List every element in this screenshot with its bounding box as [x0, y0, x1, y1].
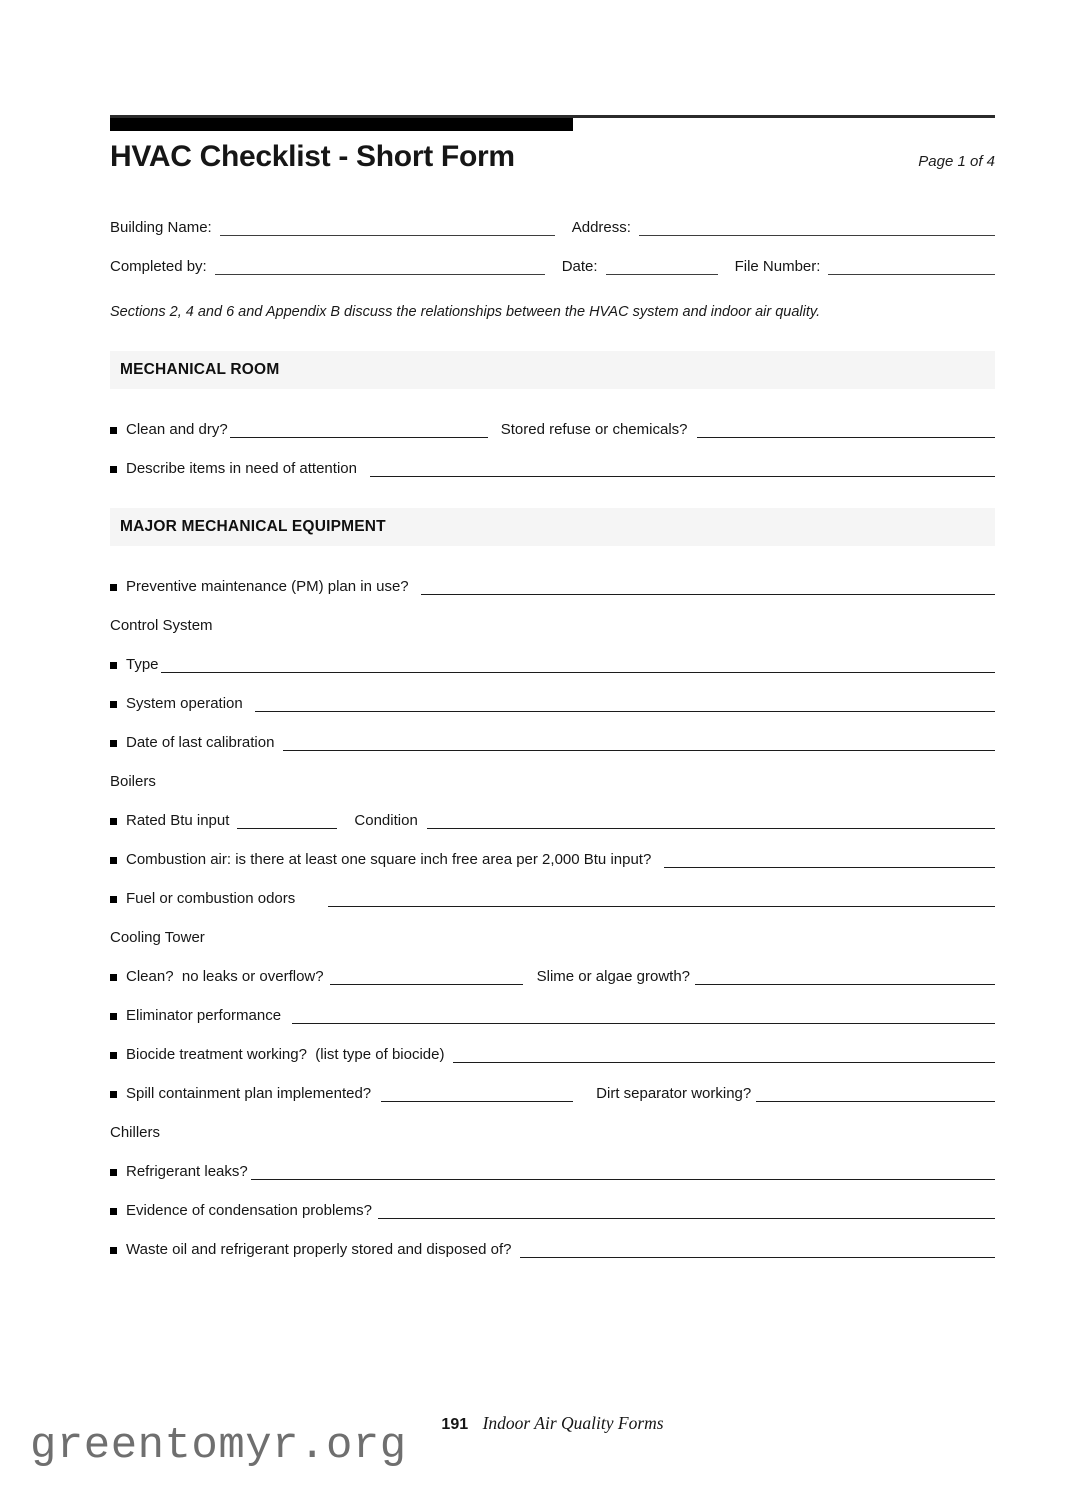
item-label: Preventive maintenance (PM) plan in use? [126, 577, 409, 595]
completed-by-label: Completed by: [110, 257, 207, 275]
checklist-item [110, 809, 995, 829]
checklist-subheading [110, 614, 995, 634]
item-label: Clean and dry? [126, 420, 228, 438]
address-label: Address: [571, 218, 631, 236]
square-bullet-icon [110, 740, 117, 747]
fill-in-blank-line [161, 659, 995, 673]
item-label: Combustion air: is there at least one square inch free area per 2,000 Btu input? [126, 850, 652, 868]
watermark: greentomyr.org [30, 1421, 407, 1471]
date-label: Date: [561, 257, 598, 275]
building-name-label: Building Name: [110, 218, 212, 236]
item-label: Dirt separator working? [596, 1084, 752, 1102]
checklist-item [110, 1082, 995, 1102]
section-heading: MECHANICAL ROOM [120, 361, 280, 378]
date-blank [606, 261, 718, 275]
square-bullet-icon [110, 1091, 117, 1098]
item-label: Spill containment plan implemented? [126, 1084, 372, 1102]
checklist-item [110, 418, 995, 438]
title-row [110, 140, 995, 174]
fill-in-blank-line [237, 815, 337, 829]
building-name-blank [220, 222, 555, 236]
checklist-item [110, 887, 995, 907]
checklist-item [110, 1238, 995, 1258]
fill-in-blank-line [328, 893, 995, 907]
square-bullet-icon [110, 427, 117, 434]
checklist-item [110, 965, 995, 985]
item-label: Slime or algae growth? [536, 967, 691, 985]
square-bullet-icon [110, 662, 117, 669]
square-bullet-icon [110, 584, 117, 591]
checklist-item [110, 848, 995, 868]
checklist-item [110, 1199, 995, 1219]
fill-in-blank-line [251, 1166, 995, 1180]
checklist-subheading [110, 1121, 995, 1141]
fill-in-blank-line [697, 424, 996, 438]
checklist-item [110, 575, 995, 595]
square-bullet-icon [110, 1247, 117, 1254]
page-indicator: Page 1 of 4 [918, 153, 995, 170]
item-label: Describe items in need of attention [126, 459, 357, 477]
item-label: Eliminator performance [126, 1006, 282, 1024]
square-bullet-icon [110, 818, 117, 825]
fill-in-blank-line [421, 581, 995, 595]
address-blank [639, 222, 995, 236]
section-heading-band [110, 508, 995, 546]
checklist-item [110, 692, 995, 712]
completed-by-blank [215, 261, 545, 275]
item-label: Waste oil and refrigerant properly stored and disposed of? [126, 1240, 512, 1258]
header-black-bar [110, 118, 573, 131]
square-bullet-icon [110, 974, 117, 981]
fill-in-blank-line [370, 463, 995, 477]
section-heading: MAJOR MECHANICAL EQUIPMENT [120, 518, 386, 535]
square-bullet-icon [110, 896, 117, 903]
header-fields-row-1 [110, 216, 995, 236]
checklist-item [110, 731, 995, 751]
item-label: Biocide treatment working? (list type of biocide) [126, 1045, 445, 1063]
checklist-item [110, 1004, 995, 1024]
item-label: Type [126, 655, 159, 673]
item-label: Rated Btu input [126, 811, 230, 829]
fill-in-blank-line [330, 971, 523, 985]
square-bullet-icon [110, 1169, 117, 1176]
fill-in-blank-line [292, 1010, 995, 1024]
fill-in-blank-line [695, 971, 995, 985]
square-bullet-icon [110, 1013, 117, 1020]
fill-in-blank-line [756, 1088, 995, 1102]
checklist-subheading [110, 926, 995, 946]
fill-in-blank-line [378, 1205, 995, 1219]
file-number-label: File Number: [734, 257, 821, 275]
item-label: Evidence of condensation problems? [126, 1201, 372, 1219]
item-label: Stored refuse or chemicals? [500, 420, 688, 438]
document-page [0, 115, 1073, 1471]
fill-in-blank-line [427, 815, 995, 829]
section-heading-band [110, 351, 995, 389]
subheading-label: Boilers [110, 772, 156, 790]
square-bullet-icon [110, 701, 117, 708]
checklist-subheading [110, 770, 995, 790]
checklist-item [110, 457, 995, 477]
checklist-item [110, 1160, 995, 1180]
page-title: HVAC Checklist - Short Form [110, 140, 515, 173]
fill-in-blank-line [520, 1244, 996, 1258]
square-bullet-icon [110, 1052, 117, 1059]
fill-in-blank-line [283, 737, 995, 751]
fill-in-blank-line [664, 854, 995, 868]
intro-note: Sections 2, 4 and 6 and Appendix B discuss the relationships between the HVAC system and indoor air quality. [110, 304, 821, 320]
header-rule [110, 115, 995, 131]
subheading-label: Cooling Tower [110, 928, 205, 946]
square-bullet-icon [110, 1208, 117, 1215]
item-label: Date of last calibration [126, 733, 275, 751]
checklist-item [110, 653, 995, 673]
item-label: Refrigerant leaks? [126, 1162, 248, 1180]
item-label: Clean? no leaks or overflow? [126, 967, 324, 985]
checklist-sections [110, 351, 995, 1258]
subheading-label: Control System [110, 616, 213, 634]
fill-in-blank-line [453, 1049, 995, 1063]
subheading-label: Chillers [110, 1123, 161, 1141]
item-label: System operation [126, 694, 243, 712]
item-label: Condition [354, 811, 418, 829]
header-fields-row-2 [110, 255, 995, 275]
fill-in-blank-line [255, 698, 995, 712]
checklist-item [110, 1043, 995, 1063]
item-label: Fuel or combustion odors [126, 889, 296, 907]
file-number-blank [828, 261, 995, 275]
footer-page-number: 191 [441, 1416, 469, 1433]
fill-in-blank-line [381, 1088, 573, 1102]
page-content [110, 115, 995, 1258]
fill-in-blank-line [230, 424, 488, 438]
square-bullet-icon [110, 466, 117, 473]
footer-publication-title: Indoor Air Quality Forms [482, 1413, 664, 1433]
square-bullet-icon [110, 857, 117, 864]
